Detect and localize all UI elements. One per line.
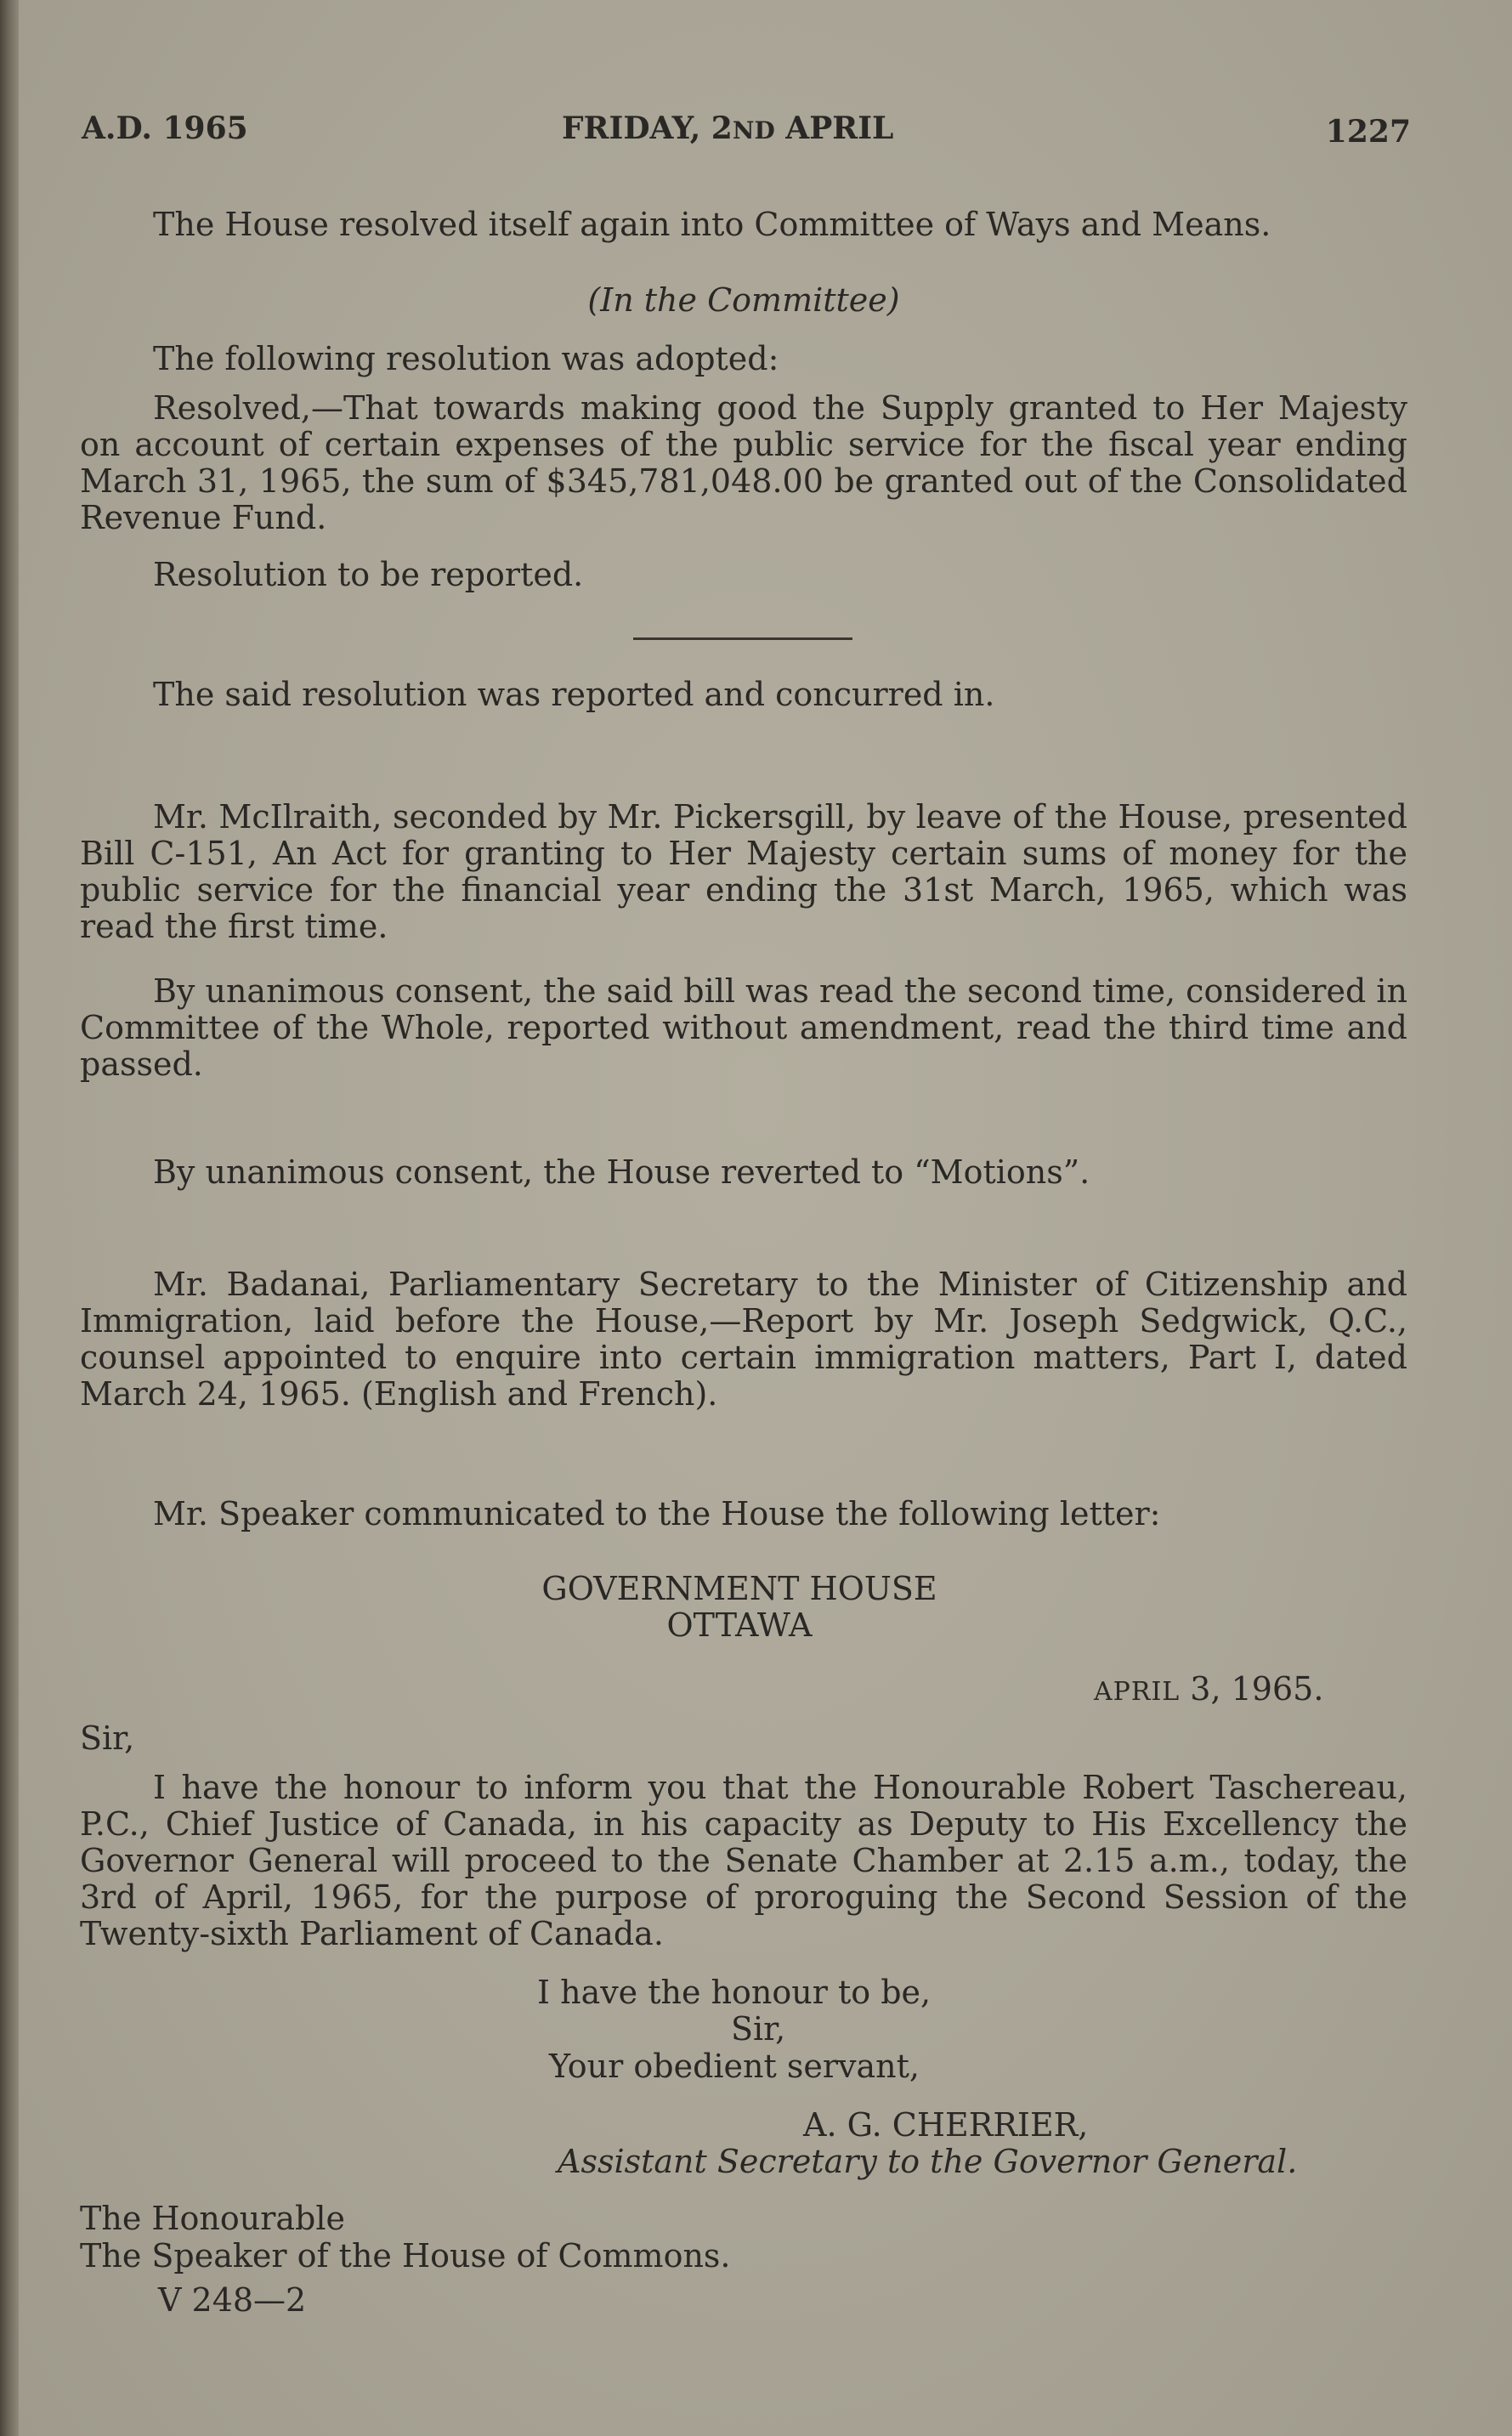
letter-signature-name: A. G. CHERRIER,	[803, 2106, 1089, 2144]
paragraph-motions: By unanimous consent, the House reverted to “Motions”.	[153, 1153, 1090, 1191]
paragraph-report-tabled: Mr. Badanai, Parliamentary Secretary to the Minister of Citizenship and Immigration, laid before the House,—Report by Mr. Joseph Sedgwick, Q.C., counsel appointed to enquire into certain immigration matters, Part I, dated March 24, 1965. (English and French).	[80, 1266, 1407, 1413]
paragraph-bill-presented: Mr. McIlraith, seconded by Mr. Pickersgill, by leave of the House, presented Bill C-151, An Act for granting to Her Majesty certain sums of money for the public service for the financial year ending the 31st March, 1965, which was read the first time.	[80, 798, 1407, 945]
letter-date: APRIL 3, 1965.	[1094, 1670, 1324, 1708]
letter-heading-ottawa: OTTAWA	[666, 1606, 813, 1644]
paragraph-resolved: Resolved,—That towards making good the Supply granted to Her Majesty on account of certain expenses of the public service for the fiscal year ending March 31, 1965, the sum of $345,781,048.00 be granted out of the Consolidated Revenue Fund.	[80, 389, 1407, 536]
footer-signature-mark: V 248—2	[158, 2281, 307, 2319]
book-spine-shadow	[0, 0, 19, 2436]
page-number: 1227	[1325, 114, 1411, 150]
header-year: A.D. 1965	[82, 110, 248, 146]
letter-closing-honour: I have the honour to be,	[537, 1974, 932, 2011]
paragraph-speaker-letter: Mr. Speaker communicated to the House the following letter:	[153, 1495, 1161, 1532]
letter-heading-government-house: GOVERNMENT HOUSE	[541, 1570, 937, 1607]
paragraph-concurred: The said resolution was reported and concurred in.	[153, 676, 995, 713]
paragraph-in-committee: (In the Committee)	[587, 281, 900, 319]
paragraph-committee: The House resolved itself again into Committee of Ways and Means.	[153, 206, 1271, 243]
letter-signature-title: Assistant Secretary to the Governor General.	[558, 2143, 1298, 2180]
paragraph-to-be-reported: Resolution to be reported.	[153, 556, 584, 593]
letter-salutation: Sir,	[80, 1719, 135, 1757]
letter-closing-sir: Sir,	[731, 2010, 786, 2048]
header-date: FRIDAY, 2ND APRIL	[562, 110, 894, 146]
letter-addressee-line1: The Honourable	[80, 2200, 346, 2237]
letter-body: I have the honour to inform you that the Honourable Robert Taschereau, P.C., Chief Justice of Canada, in his capacity as Deputy to His Excellency the Governor General will proceed to the Senate Chamber at 2.15 a.m., today, the 3rd of April, 1965, for the purpose of proroguing the Second Session of the Twenty-sixth Parliament of Canada.	[80, 1769, 1407, 1952]
letter-addressee-line2: The Speaker of the House of Commons.	[80, 2237, 731, 2275]
section-divider	[633, 637, 852, 640]
letter-closing-servant: Your obedient servant,	[549, 2048, 920, 2085]
running-header	[82, 110, 1411, 153]
paragraph-bill-passed: By unanimous consent, the said bill was read the second time, considered in Committee of the Whole, reported without amendment, read the third time and passed.	[80, 972, 1407, 1083]
paragraph-resolution-adopted: The following resolution was adopted:	[153, 340, 779, 377]
